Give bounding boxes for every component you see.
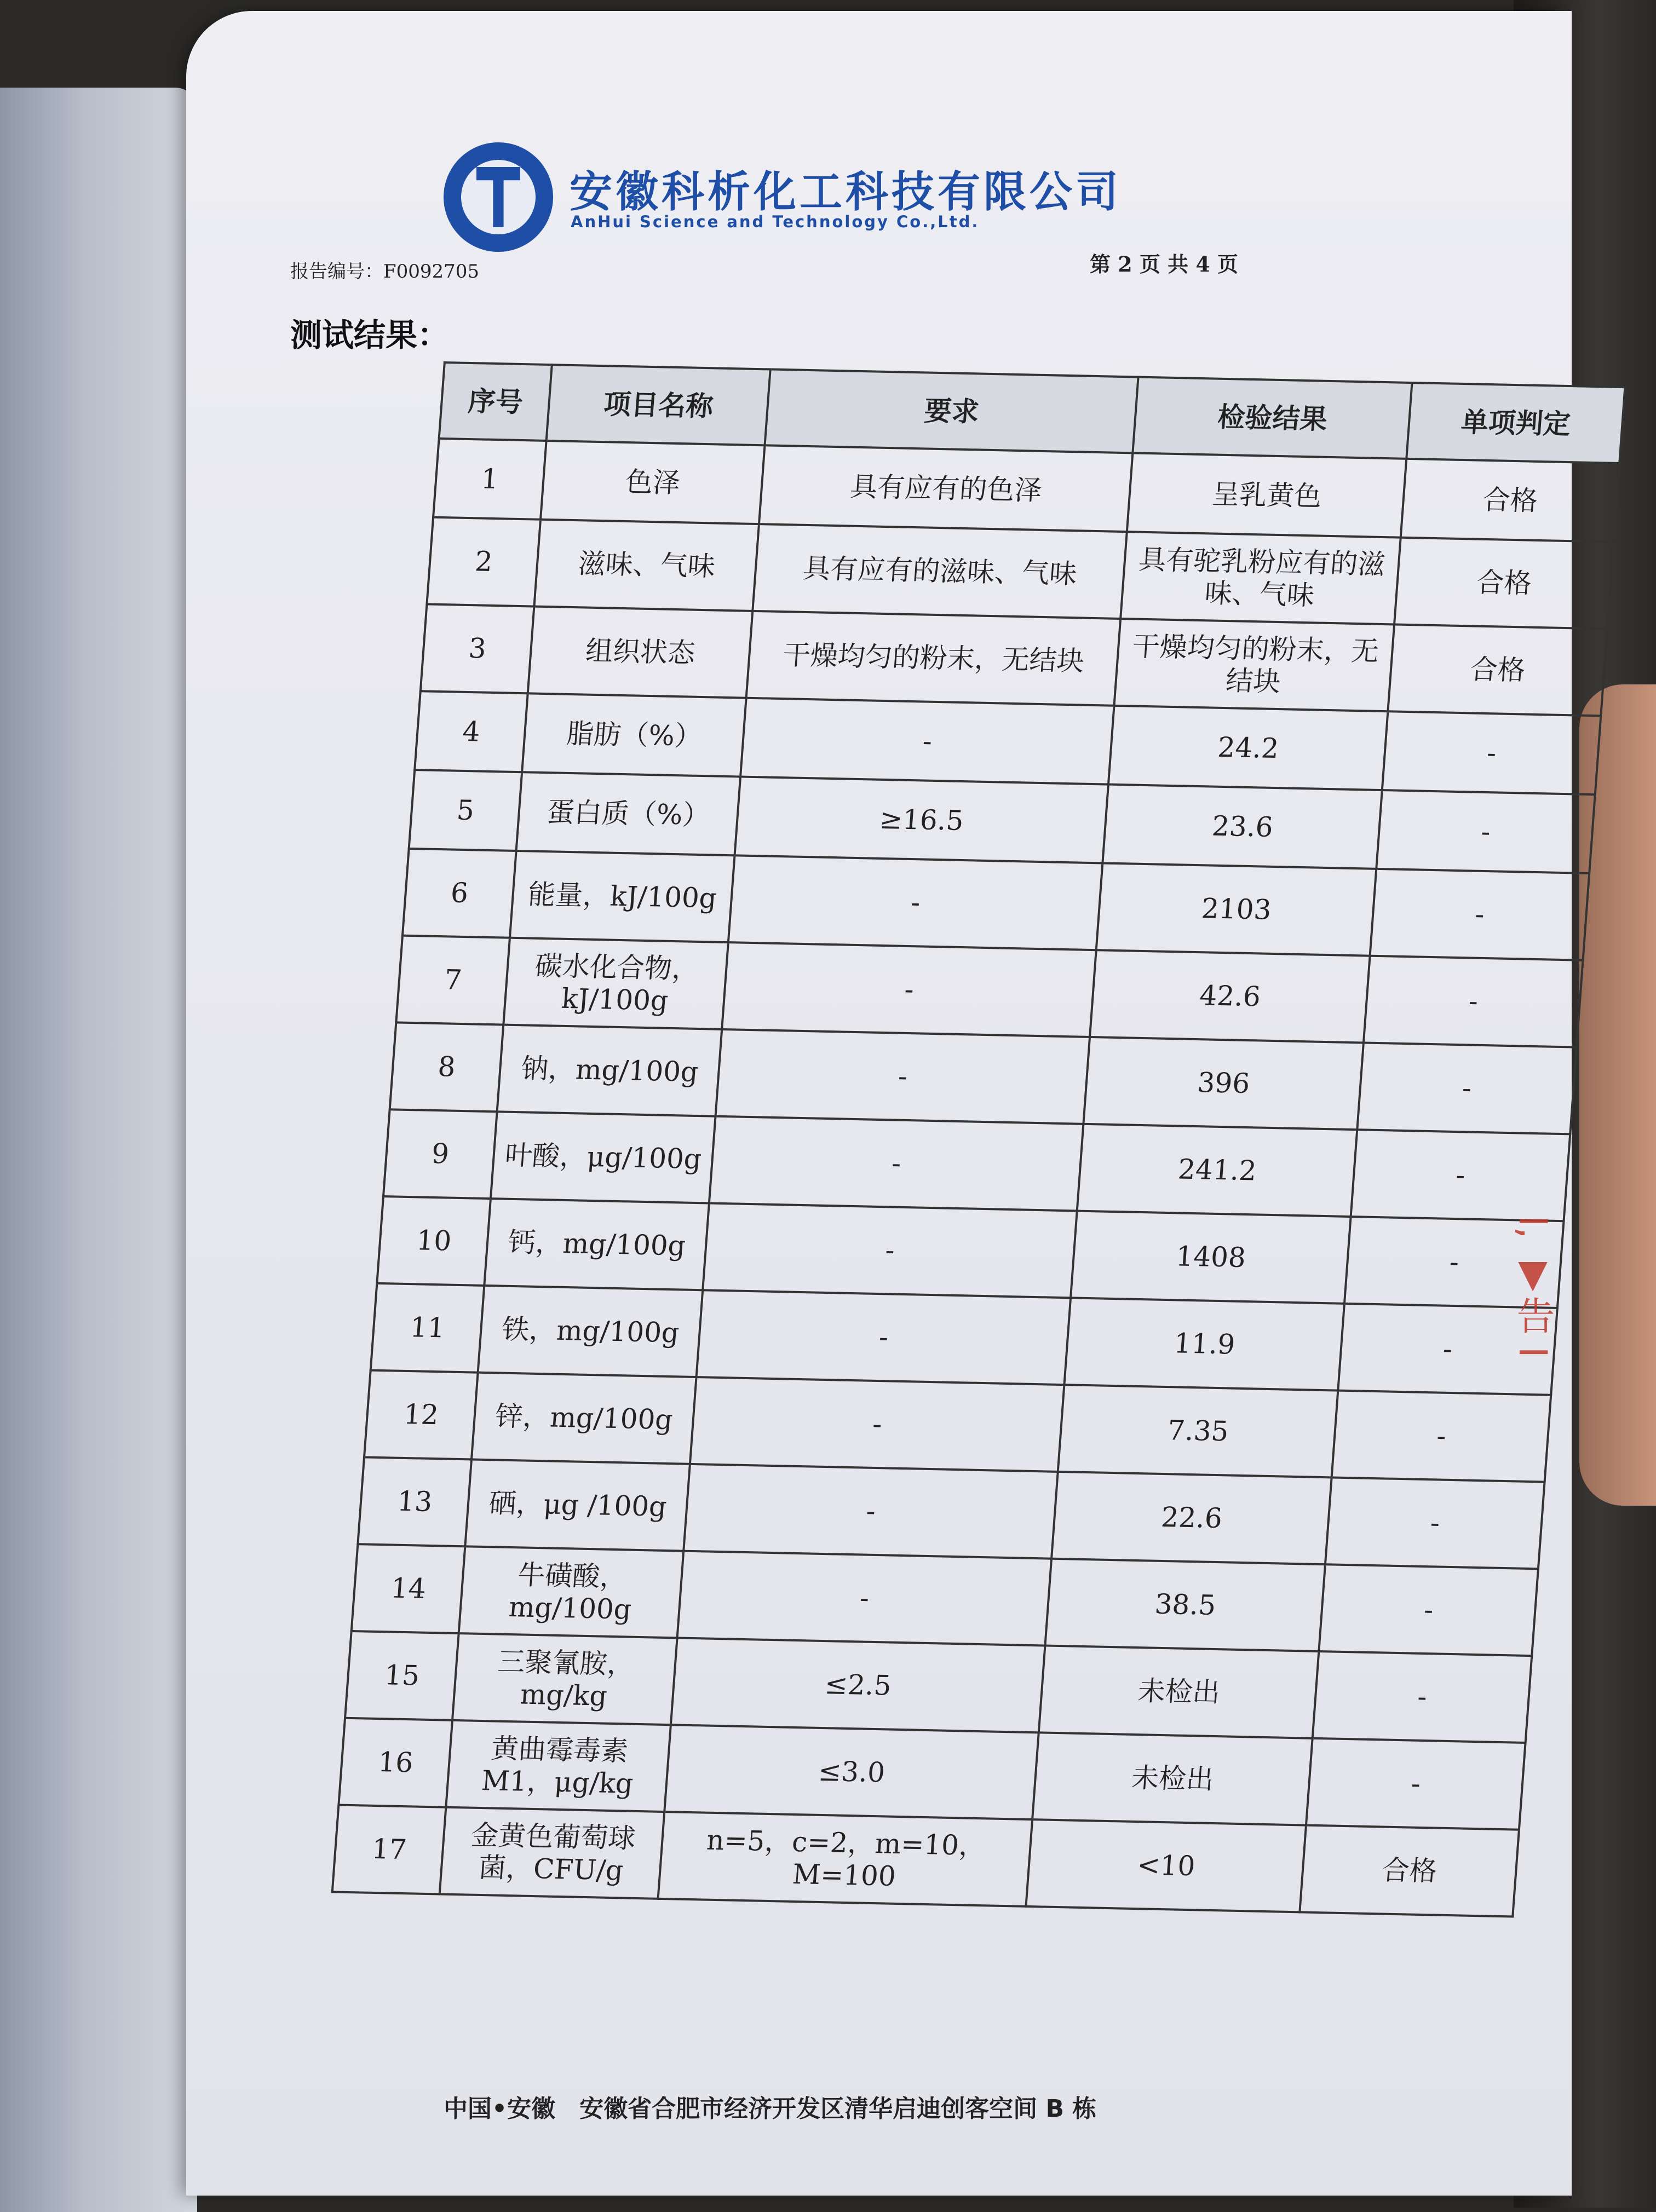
cell-item: 硒，μg /100g [465,1460,690,1551]
cell-index: 3 [421,604,534,693]
cell-result: 2103 [1096,863,1377,955]
cell-verdict: - [1338,1304,1557,1395]
cell-index: 13 [358,1457,472,1546]
cell-item: 碳水化合物，kJ/100g [504,938,728,1029]
cell-verdict: - [1319,1564,1538,1656]
cell-verdict: 合格 [1388,624,1607,716]
cell-requirement: n=5，c=2，m=10，M=100 [658,1812,1033,1906]
company-name-en: AnHui Science and Technology Co.,Ltd. [571,212,980,231]
cell-requirement: ≤3.0 [664,1725,1039,1819]
cell-index: 10 [377,1196,491,1286]
cell-verdict: - [1344,1217,1563,1308]
cell-item: 金黄色葡萄球菌，CFU/g [440,1807,664,1899]
cell-verdict: 合格 [1300,1825,1519,1917]
cell-result: 396 [1084,1037,1364,1130]
cell-result: 24.2 [1108,706,1388,790]
cell-requirement: - [709,1116,1084,1211]
header-result: 检验结果 [1133,377,1412,459]
cell-result: 241.2 [1077,1124,1358,1217]
cell-verdict: - [1358,1042,1577,1134]
cell-result: 未检出 [1039,1646,1319,1738]
cell-index: 6 [403,849,516,938]
results-table [331,361,1626,1918]
cell-index: 7 [396,936,510,1025]
cell-requirement: - [703,1203,1077,1298]
cell-result: 干燥均匀的粉末，无结块 [1114,619,1395,711]
cell-index: 15 [345,1631,459,1720]
cell-verdict: - [1325,1477,1544,1569]
page-indicator: 第 2 页 共 4 页 [1090,252,1239,276]
cell-index: 17 [332,1805,446,1894]
cell-item: 叶酸，μg/100g [491,1111,715,1203]
footer-address: 中国•安徽 安徽省合肥市经济开发区清华启迪创客空间 B 栋 [444,2095,1097,2123]
cell-verdict: - [1306,1738,1525,1830]
cell-requirement: - [740,698,1114,785]
cell-item: 钠，mg/100g [497,1025,722,1116]
report-number: 报告编号：F0092705 [290,261,480,283]
cell-item: 组织状态 [528,607,752,698]
cell-requirement: 具有应有的滋味、气味 [752,524,1127,619]
cell-item: 黄曲霉毒素M1，μg/kg [446,1720,671,1812]
cell-item: 钙，mg/100g [485,1199,709,1290]
cell-index: 16 [338,1718,452,1807]
cell-index: 4 [415,691,528,772]
cell-requirement: - [716,1029,1090,1124]
cell-item: 色泽 [540,441,764,524]
company-name-cn: 安徽科析化工科技有限公司 [570,168,1122,217]
cell-requirement: - [722,942,1096,1037]
cell-requirement: ≤2.5 [671,1638,1045,1732]
cell-item: 脂肪（%） [522,693,746,776]
cell-index: 9 [383,1109,497,1199]
cell-verdict: - [1351,1130,1570,1221]
report-page [186,11,1572,2196]
header-item: 项目名称 [547,365,771,445]
cell-requirement: ≥16.5 [735,777,1109,863]
cell-result: 22.6 [1051,1472,1332,1564]
cell-requirement: - [690,1377,1065,1472]
cell-index: 8 [390,1022,504,1111]
cell-result: 7.35 [1058,1385,1338,1477]
cell-result: 23.6 [1103,785,1382,869]
cell-item: 锌，mg/100g [472,1373,696,1464]
cell-requirement: - [683,1464,1058,1559]
cell-requirement: 干燥均匀的粉末，无结块 [746,611,1121,706]
cell-result: 38.5 [1045,1559,1326,1651]
adjacent-page [0,88,197,2212]
cell-result: 42.6 [1090,950,1370,1042]
cell-result: 1408 [1071,1211,1351,1304]
cell-item: 三聚氰胺，mg/kg [452,1633,677,1725]
cell-verdict: - [1377,790,1595,873]
cell-result: 11.9 [1065,1298,1345,1390]
cell-verdict: - [1332,1391,1551,1482]
cell-verdict: - [1364,956,1583,1047]
cell-index: 1 [433,439,547,520]
company-logo-icon [444,142,553,252]
section-title: 测试结果： [290,316,450,354]
cell-result: 具有驼乳粉应有的滋味、气味 [1120,532,1401,624]
cell-index: 14 [352,1544,465,1633]
cell-item: 铁，mg/100g [478,1286,703,1377]
cell-verdict: - [1370,869,1589,960]
cell-result: 呈乳黄色 [1127,453,1406,537]
cell-verdict: - [1313,1651,1532,1743]
cell-index: 2 [427,517,540,607]
cell-requirement: - [728,855,1103,950]
cell-verdict: 合格 [1401,459,1619,542]
cell-index: 5 [409,770,522,851]
cell-index: 11 [371,1283,485,1373]
cell-verdict: 合格 [1394,538,1613,629]
cell-index: 12 [364,1370,478,1460]
cell-result: 未检出 [1032,1732,1313,1825]
cell-result: <10 [1026,1819,1307,1912]
header-verdict: 单项判定 [1407,383,1625,463]
cell-requirement: 具有应有的色泽 [759,445,1133,532]
cell-item: 牛磺酸，mg/100g [459,1546,683,1638]
red-stamp: I, ▼告 I [1510,1216,1555,1358]
cell-requirement: - [677,1551,1052,1646]
header-requirement: 要求 [765,370,1138,453]
cell-item: 能量，kJ/100g [510,851,734,942]
cell-requirement: - [697,1290,1071,1385]
cell-verdict: - [1382,711,1601,794]
cell-item: 蛋白质（%） [516,772,740,855]
header-index: 序号 [439,362,553,441]
cell-item: 滋味、气味 [534,520,759,611]
